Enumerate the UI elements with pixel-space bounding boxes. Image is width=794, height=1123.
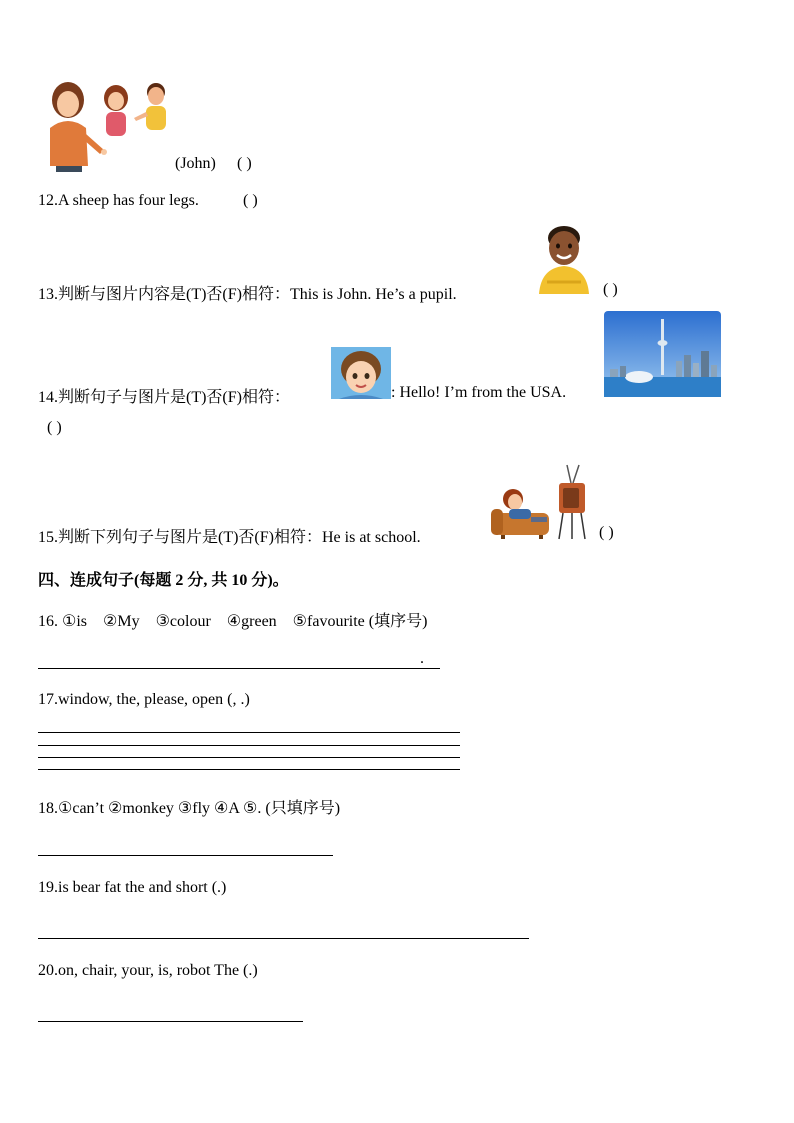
q12-answer-blank[interactable]: ( ) (243, 192, 258, 209)
q18-answer-line[interactable] (38, 855, 333, 856)
q17-writing-line-3[interactable] (38, 757, 460, 758)
q11-name-label: (John) (175, 155, 216, 172)
q12-question: 12.A sheep has four legs. (38, 192, 199, 209)
q16-answer-line[interactable] (38, 668, 440, 669)
teacher-and-children-image (36, 78, 178, 172)
q15-question: 15.判断下列句子与图片是(T)否(F)相符：He is at school. (38, 529, 421, 546)
q14-question: 14.判断句子与图片是(T)否(F)相符： (38, 389, 290, 406)
q17-writing-line-4[interactable] (38, 769, 460, 770)
q13-question: 13.判断与图片内容是(T)否(F)相符：This is John. He’s a pupil. (38, 286, 457, 303)
q11-answer-blank[interactable]: ( ) (237, 155, 252, 172)
q19-answer-line[interactable] (38, 938, 529, 939)
q19-question: 19.is bear fat the and short (.) (38, 879, 227, 896)
boy-face-image (331, 347, 391, 399)
boy-watching-tv-image (491, 463, 589, 541)
q20-question: 20.on, chair, your, is, robot The (.) (38, 962, 258, 979)
q14-sentence: : Hello! I’m from the USA. (391, 384, 567, 401)
q17-question: 17.window, the, please, open (, .) (38, 691, 250, 708)
q14-answer-blank[interactable]: ( ) (47, 419, 62, 436)
boy-pupil-image (535, 224, 593, 296)
q18-question: 18.①can’t ②monkey ③fly ④A ⑤. (只填序号) (38, 800, 341, 817)
q13-answer-blank[interactable]: ( ) (603, 281, 618, 298)
q17-writing-line-2[interactable] (38, 745, 460, 746)
q16-question: 16. ①is ②My ③colour ④green ⑤favourite (填序号) (38, 613, 428, 630)
q15-answer-blank[interactable]: ( ) (599, 524, 614, 541)
city-skyline-image (604, 311, 721, 397)
q17-writing-line-1[interactable] (38, 732, 460, 733)
q16-period: . (420, 650, 424, 667)
q20-answer-line[interactable] (38, 1021, 303, 1022)
section-heading: 四、连成句子(每题 2 分, 共 10 分)。 (38, 572, 289, 589)
